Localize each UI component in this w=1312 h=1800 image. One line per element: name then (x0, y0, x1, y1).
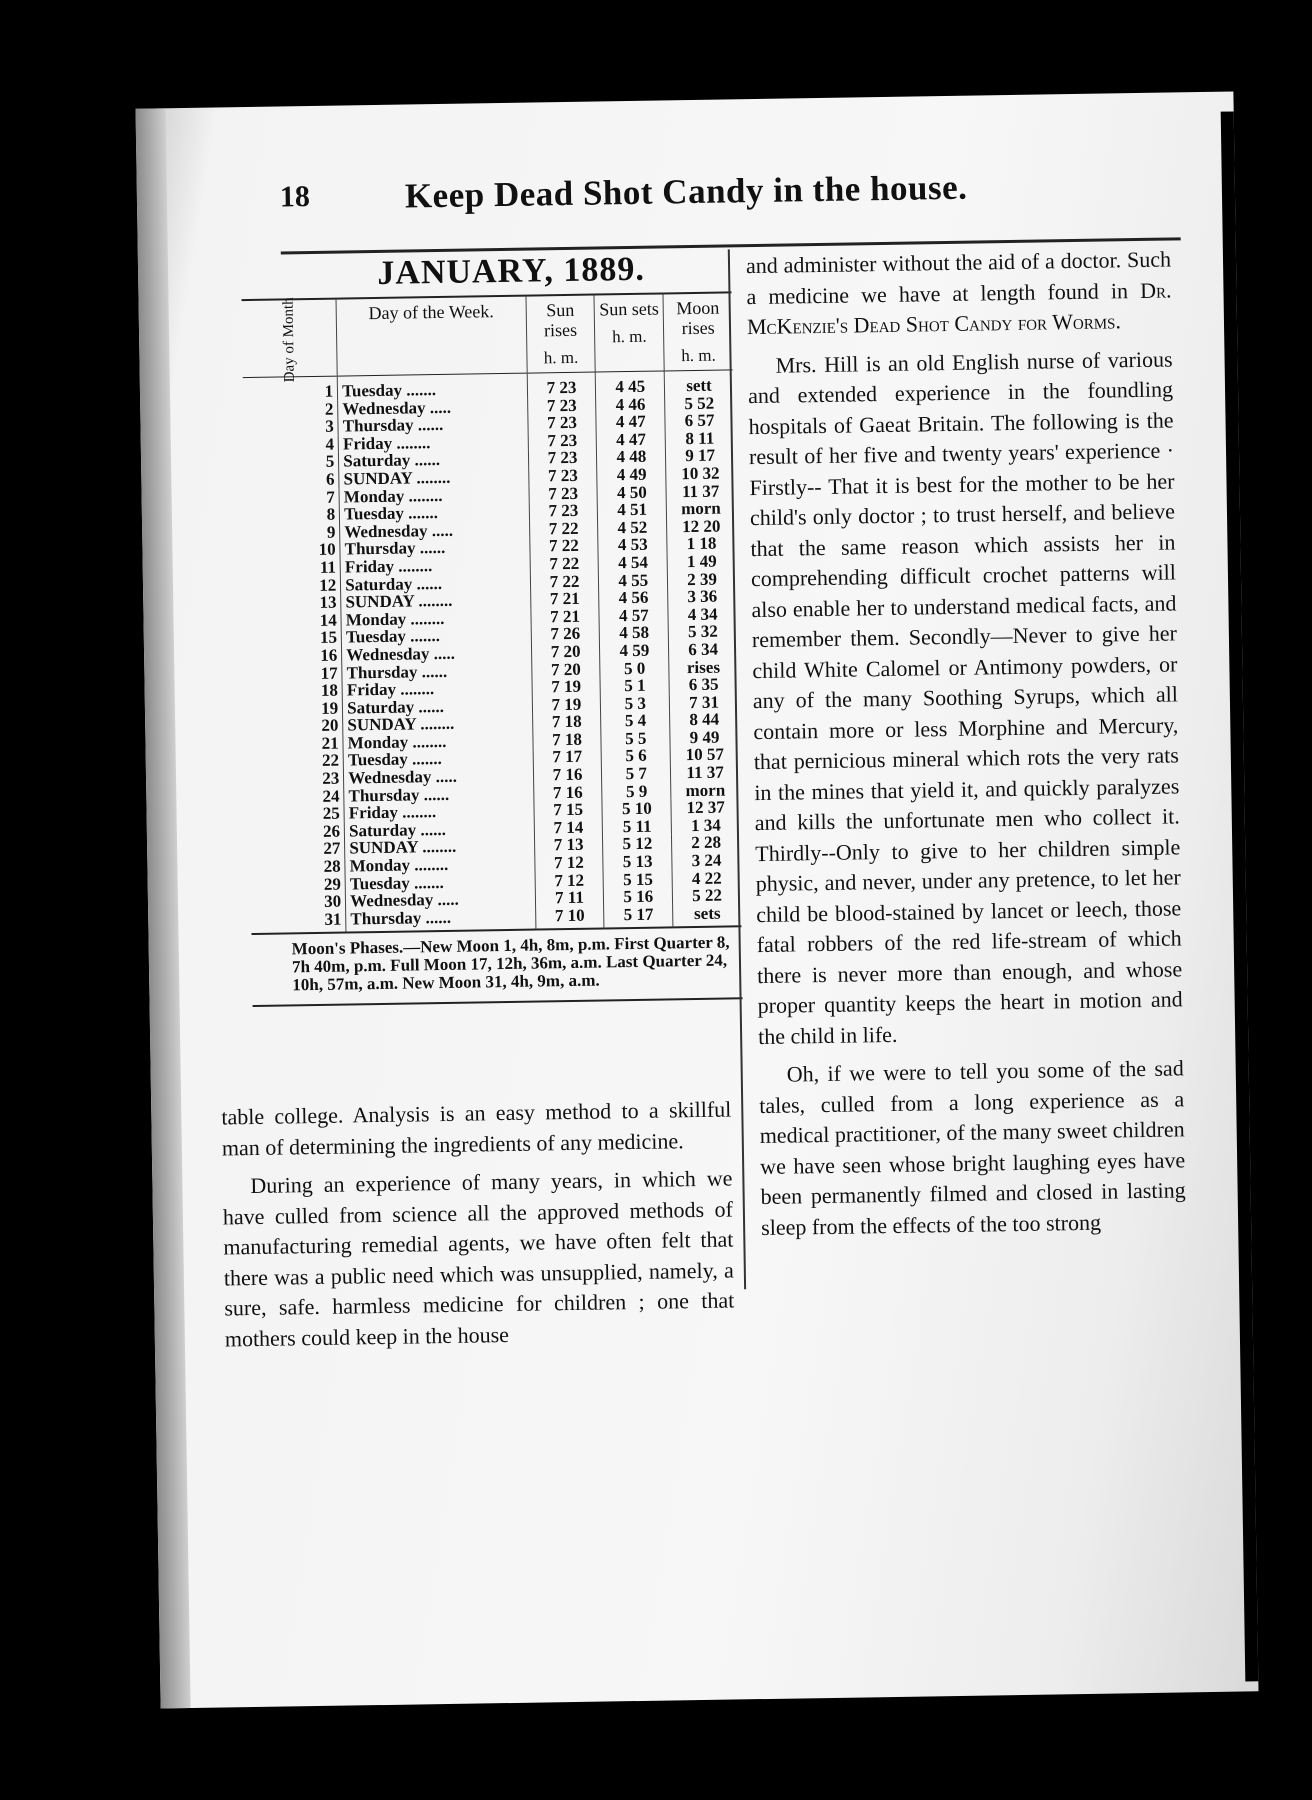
cell-sun-set: 5 9 (602, 782, 671, 801)
cell-weekday: Wednesday ..... (340, 520, 530, 541)
cell-weekday: Thursday ...... (346, 907, 536, 933)
cell-moon-rise: 12 20 (667, 517, 736, 536)
col-day-of-month: Day of Month (242, 299, 338, 378)
cell-sun-rise: 7 19 (532, 695, 601, 714)
cell-sun-rise: 7 18 (532, 713, 601, 732)
cell-moon-rise: 10 32 (666, 464, 735, 483)
cell-sun-set: 5 0 (600, 659, 669, 678)
cell-weekday: Thursday ...... (340, 538, 530, 559)
cell-moon-rise: morn (671, 781, 740, 800)
cell-sun-set: 4 45 (596, 371, 665, 396)
page-edge-shadow (136, 108, 191, 1708)
cell-sun-rise: 7 26 (531, 625, 600, 644)
cell-sun-rise: 7 12 (535, 871, 604, 890)
cell-sun-set: 5 10 (602, 800, 671, 819)
cell-sun-rise: 7 14 (534, 818, 603, 837)
cell-sun-set: 5 1 (600, 677, 669, 696)
cell-sun-set: 4 51 (598, 501, 667, 520)
cell-moon-rise: 5 32 (668, 623, 737, 642)
cell-moon-rise: 5 52 (665, 394, 734, 413)
running-head: Keep Dead Shot Candy in the house. (404, 167, 968, 216)
cell-sun-rise: 7 22 (530, 572, 599, 591)
cell-weekday: Friday ........ (344, 802, 534, 823)
cell-weekday: Tuesday ....... (343, 749, 533, 770)
cell-moon-rise: 3 36 (668, 587, 737, 606)
cell-sun-set: 4 48 (597, 448, 666, 467)
col-sun-rises: Sun rises h. m. (526, 295, 596, 374)
product-name: Dr. McKenzie's Dead Shot Candy for Worms. (746, 276, 1172, 340)
paragraph: and administer without the aid of a doctor. Such a medicine we have at length found in Dr. McKenzie's Dead Shot Candy for Worms. (745, 246, 1172, 340)
cell-sun-rise: 7 21 (531, 607, 600, 626)
cell-day: 28 (323, 856, 341, 876)
cell-moon-rise: 1 49 (667, 552, 736, 571)
cell-sun-rise: 7 17 (533, 748, 602, 767)
cell-sun-set: 5 12 (603, 835, 672, 854)
cell-weekday: Tuesday ....... (341, 626, 531, 647)
cell-sun-set: 5 15 (603, 870, 672, 889)
cell-day: 12 (319, 575, 337, 595)
cell-weekday: Tuesday ....... (339, 503, 529, 524)
book-page (136, 91, 1259, 1708)
cell-day: 24 (322, 786, 340, 806)
cell-sun-rise: 7 12 (534, 853, 603, 872)
page-header (280, 158, 1176, 232)
almanac-title: JANUARY, 1889. (377, 250, 646, 292)
cell-moon-rise: 4 22 (672, 869, 741, 888)
cell-sun-set: 5 5 (601, 729, 670, 748)
cell-moon-rise: 9 17 (666, 447, 735, 466)
cell-sun-rise: 7 23 (528, 431, 597, 450)
cell-sun-set: 4 57 (599, 606, 668, 625)
cell-sun-set: 4 58 (600, 624, 669, 643)
cell-day: 20 (321, 715, 339, 736)
cell-day: 6 (325, 469, 335, 489)
cell-sun-rise: 7 19 (532, 678, 601, 697)
cell-moon-rise: 11 37 (671, 763, 740, 782)
cell-moon-rise: 3 24 (672, 851, 741, 870)
cell-sun-set: 5 16 (604, 888, 673, 907)
cell-weekday: Wednesday ..... (342, 643, 532, 664)
cell-sun-set: 5 7 (602, 764, 671, 783)
cell-moon-rise: 2 28 (672, 834, 741, 853)
left-column-text (221, 1094, 735, 1354)
paragraph: During an experience of many years, in which we have culled from science all the approved methods of manufacturing remedial agents, we have often felt that there was a public need which was unsupplied, namely, a sure, safe. harmless medicine for children ; one that mothers could keep in the house (222, 1165, 735, 1351)
almanac-calendar (241, 249, 743, 1007)
cell-day: 17 (320, 663, 338, 683)
cell-sun-rise: 7 23 (527, 372, 596, 397)
cell-sun-rise: 7 23 (528, 466, 597, 485)
cell-weekday: Wednesday ..... (338, 397, 528, 418)
book-gutter (1221, 111, 1259, 1681)
cell-weekday: Monday ........ (339, 485, 529, 506)
cell-day: 2 (324, 399, 334, 419)
cell-moon-rise: sets (673, 904, 742, 928)
cell-weekday: SUNDAY ........ (343, 714, 533, 735)
cell-day: 25 (322, 803, 340, 824)
right-column-text (746, 244, 1187, 1243)
cell-sun-rise: 7 13 (534, 836, 603, 855)
cell-moon-rise: 1 18 (667, 535, 736, 554)
page-number: 18 (279, 179, 311, 214)
paragraph: table college. Analysis is an easy method to a skillful man of determining the ingredients of any medicine. (221, 1096, 732, 1160)
cell-moon-rise: 8 44 (670, 711, 739, 730)
cell-sun-rise: 7 20 (531, 642, 600, 661)
cell-sun-rise: 7 23 (529, 484, 598, 503)
cell-moon-rise: 8 11 (665, 429, 734, 448)
almanac-rows (243, 370, 742, 935)
cell-sun-set: 5 6 (602, 747, 671, 766)
cell-weekday: Wednesday ..... (344, 767, 534, 788)
cell-weekday: Saturday ...... (344, 819, 534, 840)
cell-moon-rise: 9 49 (670, 728, 739, 747)
cell-moon-rise: 6 35 (669, 675, 738, 694)
cell-sun-set: 4 54 (598, 553, 667, 572)
cell-sun-set: 5 13 (603, 852, 672, 871)
moon-phases-note: Moon's Phases.—New Moon 1, 4h, 8m, p.m. First Quarter 8, 7h 40m, p.m. Full Moon 17, 12h, 36m, a.m. Last Quarter 24, 10h, 57m, a.m. New Moon 31, 4h, 9m, a.m. (252, 934, 743, 1008)
cell-weekday: SUNDAY ........ (341, 591, 531, 612)
cell-sun-rise: 7 15 (534, 801, 603, 820)
cell-day: 19 (321, 698, 339, 718)
cell-day: 30 (324, 891, 342, 912)
table-header-row (242, 292, 733, 377)
col-day-of-week: Day of the Week. (336, 296, 527, 376)
cell-moon-rise: 5 22 (673, 887, 742, 906)
cell-sun-set: 4 47 (596, 413, 665, 432)
cell-sun-rise: 7 23 (528, 449, 597, 468)
cell-sun-set: 4 59 (600, 641, 669, 660)
cell-moon-rise: 4 34 (668, 605, 737, 624)
cell-day: 5 (325, 452, 335, 472)
cell-sun-rise: 7 16 (533, 783, 602, 802)
cell-sun-set: 4 56 (599, 589, 668, 608)
cell-sun-rise: 7 23 (528, 414, 597, 433)
cell-weekday: Saturday ...... (341, 573, 531, 594)
cell-weekday: Thursday ...... (344, 784, 534, 805)
cell-moon-rise: rises (669, 658, 738, 677)
cell-weekday: Monday ........ (341, 608, 531, 629)
cell-day: 23 (322, 768, 340, 788)
cell-day: 22 (321, 751, 340, 771)
cell-sun-set: 4 49 (597, 465, 666, 484)
cell-sun-set: 4 50 (597, 483, 666, 502)
cell-day: 3 (325, 416, 334, 436)
cell-sun-set: 4 47 (597, 430, 666, 449)
cell-day: 27 (323, 839, 341, 859)
cell-weekday: Friday ........ (342, 679, 532, 700)
cell-day: 1 (324, 381, 334, 401)
cell-day: 31 (251, 910, 346, 934)
cell-sun-rise: 7 22 (530, 554, 599, 573)
cell-day: 29 (323, 874, 342, 894)
cell-moon-rise: 11 37 (666, 482, 735, 501)
cell-day: 21 (321, 733, 339, 753)
cell-moon-rise: 2 39 (668, 570, 737, 589)
cell-day: 18 (320, 680, 339, 700)
cell-sun-rise: 7 16 (533, 766, 602, 785)
cell-moon-rise: sett (664, 370, 733, 395)
cell-sun-rise: 7 18 (532, 730, 601, 749)
cell-day: 8 (326, 504, 336, 524)
cell-day: 10 (318, 539, 336, 560)
cell-weekday: Monday ........ (343, 731, 533, 752)
cell-sun-set: 5 17 (604, 905, 673, 929)
cell-sun-rise: 7 11 (535, 889, 604, 908)
cell-sun-rise: 7 22 (529, 519, 598, 538)
cell-day: 13 (319, 592, 337, 613)
cell-weekday: Tuesday ....... (345, 872, 535, 893)
cell-sun-rise: 7 22 (529, 537, 598, 556)
cell-weekday: Friday ........ (338, 432, 528, 453)
cell-day: 11 (319, 557, 337, 577)
cell-weekday: Saturday ...... (339, 450, 529, 471)
cell-day: 4 (325, 434, 335, 454)
cell-weekday: SUNDAY ........ (339, 468, 529, 489)
col-moon-rises: Moon rises h. m. (663, 292, 732, 371)
cell-weekday: SUNDAY ........ (345, 837, 535, 858)
cell-weekday: Monday ........ (345, 855, 535, 876)
cell-sun-set: 4 52 (598, 518, 667, 537)
cell-weekday: Friday ........ (340, 556, 530, 577)
cell-sun-set: 5 3 (601, 694, 670, 713)
paragraph: Oh, if we were to tell you some of the sad tales, culled from a long experience as a medical practitioner, of the many sweet children we have seen whose bright laughing eyes have been permanently filmed and closed in lasting sleep from the effects of the too strong (759, 1055, 1186, 1240)
cell-day: 15 (319, 627, 338, 648)
cell-moon-rise: 10 57 (670, 746, 739, 765)
cell-weekday: Tuesday ....... (337, 373, 527, 400)
cell-sun-rise: 7 10 (535, 906, 604, 930)
cell-weekday: Wednesday ..... (346, 890, 536, 911)
cell-weekday: Thursday ...... (342, 661, 532, 682)
cell-sun-rise: 7 21 (530, 590, 599, 609)
cell-day: 14 (319, 610, 337, 630)
cell-sun-set: 4 53 (598, 536, 667, 555)
cell-sun-rise: 7 23 (527, 396, 596, 415)
cell-moon-rise: 12 37 (671, 799, 740, 818)
paragraph: Mrs. Hill is an old English nurse of various and extended experience in the foundling hospitals of Gaeat Britain. The following is the result of her five and twenty years' experience · Firstly-- That it is best for the mother to be her child's only doctor ; to trust herself, and believe that the same reason which assists her in comprehending difficult crochet patterns will also enable her to understand medical facts, and remember them. Secondly—Never to give her child White Calomel or Antimony powders, or any of the many Soothing Syrups, which all contain more or less Morphine and Mercury, that pernicious mineral which rots the very rats in the mines that yield it, and quickly paralyzes and kills the unfortunate men who collect it. Thirdly--Only to give to her children simple physic, and never, under any pretence, to let her child be blood-stained by lancet or leech, those fatal robbers of the red life-stream of which there is never more than enough, and whose proper quantity keeps the heart in motion and the child in life. (747, 345, 1183, 1049)
cell-moon-rise: 6 57 (665, 412, 734, 431)
cell-sun-rise: 7 23 (529, 502, 598, 521)
cell-day: 7 (326, 487, 335, 507)
col-sun-sets: Sun sets h. m. (594, 293, 664, 372)
cell-weekday: Thursday ...... (338, 415, 528, 436)
cell-day: 26 (322, 821, 341, 841)
cell-sun-set: 4 46 (596, 395, 665, 414)
cell-moon-rise: 7 31 (669, 693, 738, 712)
cell-day: 9 (326, 522, 336, 542)
cell-sun-rise: 7 20 (531, 660, 600, 679)
cell-moon-rise: 1 34 (671, 816, 740, 835)
almanac-table (242, 291, 742, 935)
cell-moon-rise: 6 34 (669, 640, 738, 659)
cell-weekday: Saturday ...... (343, 696, 533, 717)
cell-sun-set: 5 4 (601, 712, 670, 731)
cell-sun-set: 5 11 (603, 817, 672, 836)
cell-moon-rise: morn (666, 500, 735, 519)
cell-sun-set: 4 55 (599, 571, 668, 590)
cell-day: 16 (320, 645, 338, 665)
